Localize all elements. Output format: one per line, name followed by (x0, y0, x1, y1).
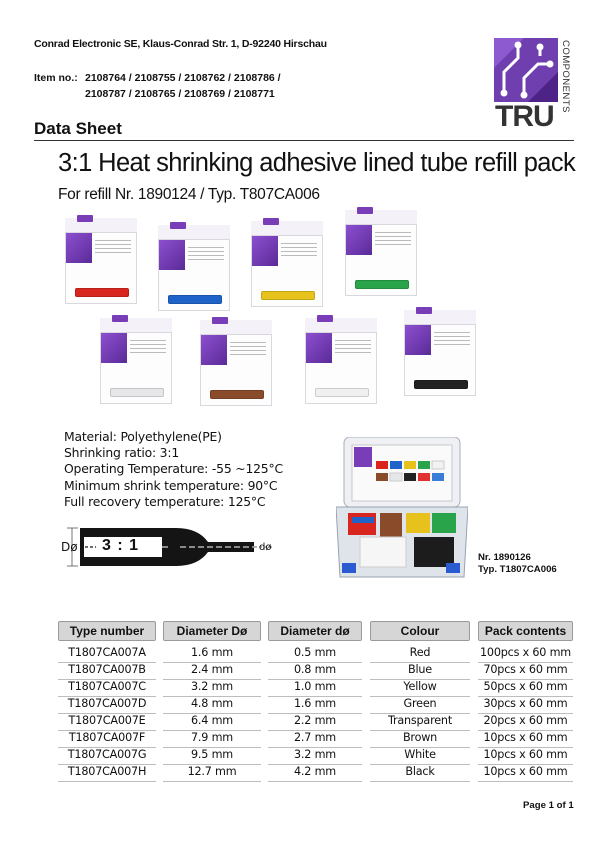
item-number-label: Item no.: (34, 72, 78, 84)
diameter-big-label: Dø (61, 540, 78, 554)
table-cell: 50pcs x 60 mm (478, 679, 573, 697)
table-cell: Transparent (370, 713, 470, 731)
page-number: Page 1 of 1 (523, 800, 574, 811)
assortment-case-image (336, 437, 468, 581)
product-box-image (200, 320, 272, 406)
table-cell: Brown (370, 730, 470, 748)
table-cell: 2.7 mm (268, 730, 362, 748)
table-row (58, 679, 573, 696)
table-cell: Yellow (370, 679, 470, 697)
table-header-cell: Pack contents (478, 621, 573, 641)
spec-operating-temp: Operating Temperature: -55 ~125°C (64, 461, 283, 477)
table-row (58, 747, 573, 764)
table-row (58, 713, 573, 730)
tube-sample (75, 288, 129, 297)
tru-components-logo (494, 38, 576, 134)
table-cell: 1.0 mm (268, 679, 362, 697)
table-header-cell: Colour (370, 621, 470, 641)
product-box-image (65, 218, 137, 304)
table-cell: Black (370, 764, 470, 782)
spec-shrink-ratio: Shrinking ratio: 3:1 (64, 445, 180, 461)
product-box-image (305, 318, 377, 404)
logo-subtext: COMPONENTS (560, 40, 571, 113)
table-cell: T1807CA007D (58, 696, 156, 714)
table-row (58, 662, 573, 679)
table-cell: 70pcs x 60 mm (478, 662, 573, 680)
ratio-label: 3 : 1 (102, 537, 140, 554)
table-cell: Green (370, 696, 470, 714)
spec-full-recovery-temp: Full recovery temperature: 125°C (64, 493, 266, 509)
product-box-image (345, 210, 417, 296)
table-cell: Red (370, 645, 470, 663)
table-cell: 1.6 mm (163, 645, 261, 663)
case-caption (478, 552, 557, 576)
item-numbers-line-2: 2108787 / 2108765 / 2108769 / 2108771 (85, 88, 275, 100)
table-cell: T1807CA007H (58, 764, 156, 782)
tube-sample (355, 280, 409, 289)
table-cell: 2.4 mm (163, 662, 261, 680)
table-cell: 4.8 mm (163, 696, 261, 714)
table-cell: 10pcs x 60 mm (478, 747, 573, 765)
table-cell: T1807CA007F (58, 730, 156, 748)
product-box-image (158, 225, 230, 311)
table-cell: Blue (370, 662, 470, 680)
table-cell: 3.2 mm (268, 747, 362, 765)
table-cell: 2.2 mm (268, 713, 362, 731)
table-cell: White (370, 747, 470, 765)
table-cell: 10pcs x 60 mm (478, 730, 573, 748)
table-cell: T1807CA007G (58, 747, 156, 765)
case-caption-number: Nr. 1890126 (478, 552, 531, 563)
product-box-image (251, 221, 323, 307)
table-header-cell: Diameter Dø (163, 621, 261, 641)
table-cell: 100pcs x 60 mm (478, 645, 573, 663)
table-cell: 0.5 mm (268, 645, 362, 663)
table-row (58, 645, 573, 662)
table-cell: T1807CA007A (58, 645, 156, 663)
page-subtitle: For refill Nr. 1890124 / Typ. T807CA006 (58, 186, 320, 203)
tube-sample (414, 380, 468, 389)
product-box-image (404, 310, 476, 396)
table-cell: T1807CA007E (58, 713, 156, 731)
header-divider (34, 140, 574, 141)
item-numbers-line-1: 2108764 / 2108755 / 2108762 / 2108786 / (85, 72, 281, 84)
case-caption-type: Typ. T1807CA006 (478, 564, 557, 575)
table-cell: 3.2 mm (163, 679, 261, 697)
logo-circuit-icon (494, 38, 558, 102)
table-row (58, 764, 573, 781)
diameter-small-label: dø (259, 542, 272, 553)
logo-wordmark: TRU (495, 100, 554, 133)
table-cell: 10pcs x 60 mm (478, 764, 573, 782)
table-cell: 1.6 mm (268, 696, 362, 714)
table-header-cell: Diameter dø (268, 621, 362, 641)
table-cell: 20pcs x 60 mm (478, 713, 573, 731)
shrink-ratio-diagram (58, 523, 288, 571)
table-cell: 30pcs x 60 mm (478, 696, 573, 714)
page-title: 3:1 Heat shrinking adhesive lined tube refill pack (58, 149, 576, 177)
table-cell: 9.5 mm (163, 747, 261, 765)
table-cell: 12.7 mm (163, 764, 261, 782)
section-heading: Data Sheet (34, 119, 122, 138)
table-row (58, 730, 573, 747)
tube-sample (315, 388, 369, 397)
table-cell: 0.8 mm (268, 662, 362, 680)
spec-min-shrink-temp: Minimum shrink temperature: 90°C (64, 477, 278, 493)
table-cell: 4.2 mm (268, 764, 362, 782)
table-cell: 7.9 mm (163, 730, 261, 748)
table-cell: 6.4 mm (163, 713, 261, 731)
table-header-cell: Type number (58, 621, 156, 641)
tube-sample (168, 295, 222, 304)
table-cell: T1807CA007C (58, 679, 156, 697)
tube-sample (210, 390, 264, 399)
specifications-list (64, 429, 283, 510)
tube-sample (110, 388, 164, 397)
table-row (58, 696, 573, 713)
product-box-image (100, 318, 172, 404)
spec-material: Material: Polyethylene(PE) (64, 429, 222, 444)
tube-sample (261, 291, 315, 300)
company-address: Conrad Electronic SE, Klaus-Conrad Str. 1, D-92240 Hirschau (34, 38, 327, 50)
table-cell: T1807CA007B (58, 662, 156, 680)
